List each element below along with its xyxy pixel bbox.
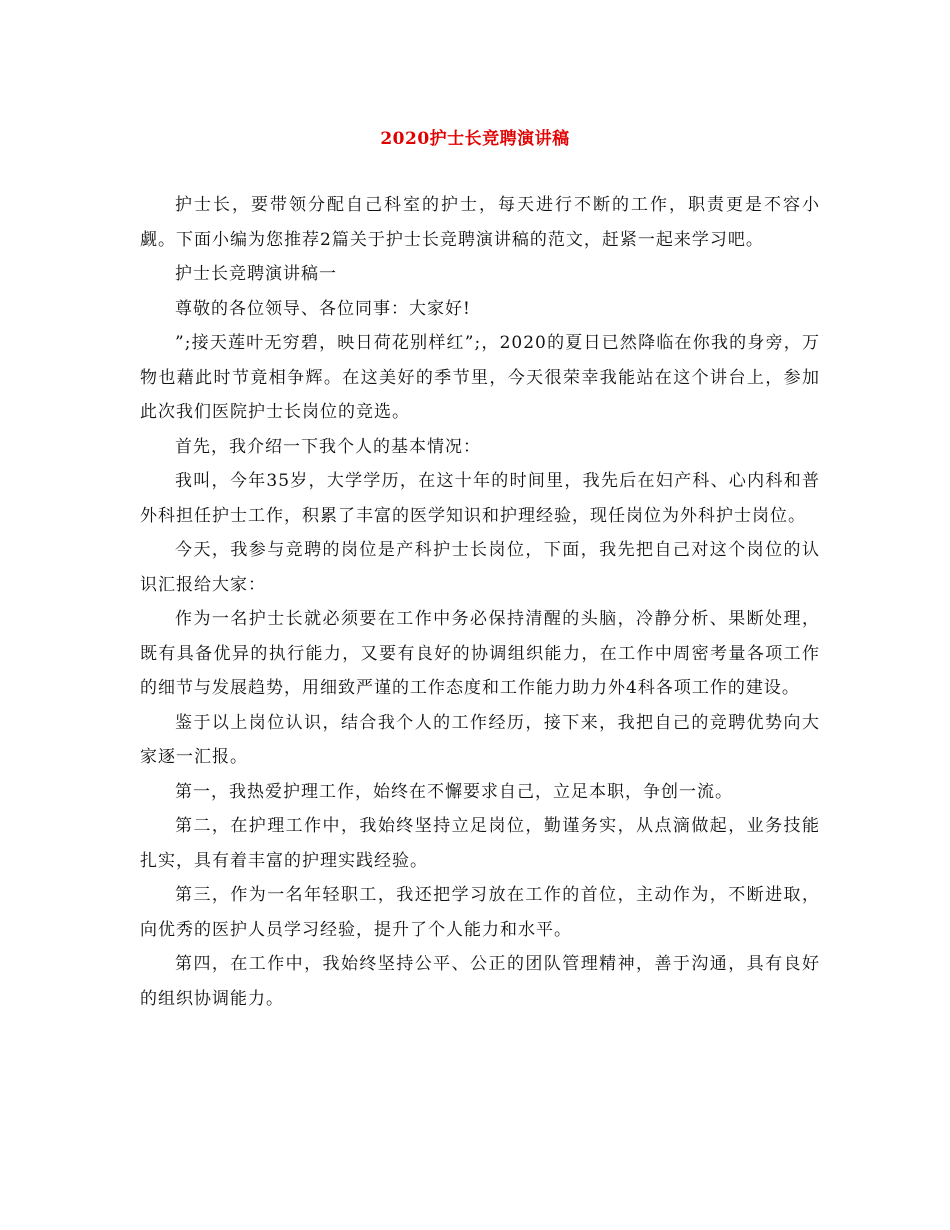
- paragraph: 第四，在工作中，我始终坚持公平、公正的团队管理精神，善于沟通，具有良好的组织协调能力。: [140, 954, 820, 1009]
- paragraph-subtitle: 护士长竞聘演讲稿一: [175, 264, 337, 284]
- paragraph: 首先，我介绍一下我个人的基本情况：: [175, 436, 481, 457]
- paragraph: 第三，作为一名年轻职工，我还把学习放在工作的首位，主动作为，不断进取，向优秀的医护人员学习经验，提升了个人能力和水平。: [140, 885, 820, 940]
- paragraph-greeting: 尊敬的各位领导、各位同事：大家好!: [175, 298, 471, 319]
- paragraph: 我叫，今年35岁，大学学历，在这十年的时间里，我先后在妇产科、心内科和普外科担任护士工作，积累了丰富的医学知识和护理经验，现任岗位为外科护士岗位。: [140, 471, 820, 526]
- paragraph: 作为一名护士长就必须要在工作中务必保持清醒的头脑，冷静分析、果断处理，既有具备优异的执行能力，又要有良好的协调组织能力，在工作中周密考量各项工作的细节与发展趋势，用细致严谨的工作态度和工作能力助力外4科各项工作的建设。: [140, 609, 820, 698]
- paragraph: 第二，在护理工作中，我始终坚持立足岗位，勤谨务实，从点滴做起，业务技能扎实，具有着丰富的护理实践经验。: [140, 816, 820, 871]
- document-title: 2020护士长竞聘演讲稿: [380, 129, 570, 149]
- document-body: [140, 188, 820, 1016]
- paragraph: 鉴于以上岗位认识，结合我个人的工作经历，接下来，我把自己的竞聘优势向大家逐一汇报。: [140, 712, 820, 767]
- paragraph: 今天，我参与竞聘的岗位是产科护士长岗位，下面，我先把自己对这个岗位的认识汇报给大家：: [140, 540, 820, 595]
- paragraph: 第一，我热爱护理工作，始终在不懈要求自己，立足本职，争创一流。: [175, 781, 733, 802]
- paragraph-intro: 护士长，要带领分配自己科室的护士，每天进行不断的工作，职责更是不容小觑。下面小编为您推荐2篇关于护士长竞聘演讲稿的范文，赶紧一起来学习吧。: [140, 195, 820, 250]
- paragraph: ”;接天莲叶无穷碧，映日荷花别样红”;，2020的夏日已然降临在你我的身旁，万物也藉此时节竟相争辉。在这美好的季节里，今天很荣幸我能站在这个讲台上，参加此次我们医院护士长岗位的竞选。: [140, 333, 820, 422]
